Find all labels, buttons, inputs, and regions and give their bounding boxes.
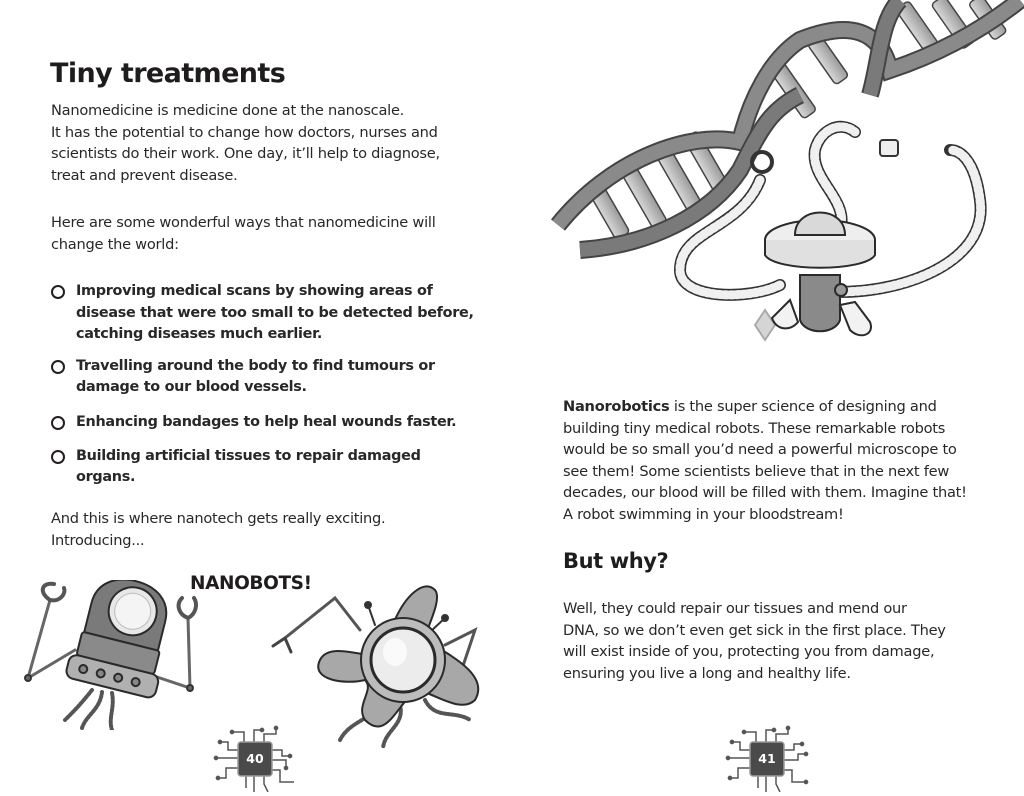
para-line: DNA, so we don’t even get sick in the first place. They: [563, 621, 946, 639]
list-item-line: Building artificial tissues to repair damaged organs.: [76, 447, 421, 486]
para-line: A robot swimming in your bloodstream!: [563, 505, 844, 523]
list-item-line: catching diseases much earlier.: [76, 326, 322, 343]
intro-line: Nanomedicine is medicine done at the nanoscale.: [51, 102, 405, 119]
para-line: is the super science of designing and: [669, 398, 937, 415]
capsule-nanobot-illustration: [20, 580, 200, 730]
ways-paragraph: [51, 212, 491, 255]
list-item: [51, 446, 481, 489]
left-page: [0, 0, 512, 786]
ways-line: change the world:: [51, 235, 179, 253]
nanobots-heading: NANOBOTS!: [190, 573, 312, 594]
intro-paragraph: [51, 100, 491, 186]
para-line: will exist inside of you, protecting you from damage,: [563, 643, 935, 661]
closing-line: And this is where nanotech gets really exciting.: [51, 510, 386, 527]
closing-paragraph: [51, 508, 491, 551]
list-item-line: Improving medical scans by showing areas of: [76, 283, 433, 299]
para-line: building tiny medical robots. These remarkable robots: [563, 419, 946, 437]
nanorobotics-paragraph: [563, 396, 993, 526]
nanorobotics-term: Nanorobotics: [563, 398, 670, 415]
closing-line: Introducing...: [51, 531, 145, 549]
section-heading: But why?: [563, 549, 669, 573]
para-line: Well, they could repair our tissues and mend our: [563, 600, 907, 617]
page-number-badge: [210, 722, 300, 792]
list-item-line: damage to our blood vessels.: [76, 379, 307, 396]
dna-repair-robot-illustration: [550, 0, 1024, 370]
list-item-line: disease that were too small to be detected before,: [76, 304, 474, 321]
para-line: would be so small you’d need a powerful microscope to: [563, 441, 957, 459]
intro-line: treat and prevent disease.: [51, 166, 238, 184]
intro-line: It has the potential to change how doctors, nurses and: [51, 123, 438, 141]
circle-bullet-icon: [51, 416, 65, 430]
list-item-line: Enhancing bandages to help heal wounds faster.: [76, 413, 457, 430]
circle-bullet-icon: [51, 360, 65, 374]
why-paragraph: [563, 598, 993, 684]
list-item: [51, 281, 481, 346]
ways-line: Here are some wonderful ways that nanomedicine will: [51, 214, 436, 231]
para-line: decades, our blood will be filled with them. Imagine that!: [563, 484, 967, 502]
benefits-list: [51, 281, 481, 489]
list-item: [51, 412, 481, 434]
page-number-badge: [722, 722, 812, 792]
list-item: [51, 356, 481, 399]
circle-bullet-icon: [51, 450, 65, 464]
para-line: see them! Some scientists believe that in the next few: [563, 462, 950, 480]
right-page: [512, 0, 1024, 786]
circle-bullet-icon: [51, 285, 65, 299]
page-number: 41: [758, 751, 776, 766]
para-line: ensuring you live a long and healthy life.: [563, 664, 851, 682]
page-title: Tiny treatments: [50, 58, 286, 89]
list-item-line: Travelling around the body to find tumours or: [76, 357, 435, 374]
intro-line: scientists do their work. One day, it’ll help to diagnose,: [51, 145, 440, 163]
page-number: 40: [246, 751, 264, 766]
